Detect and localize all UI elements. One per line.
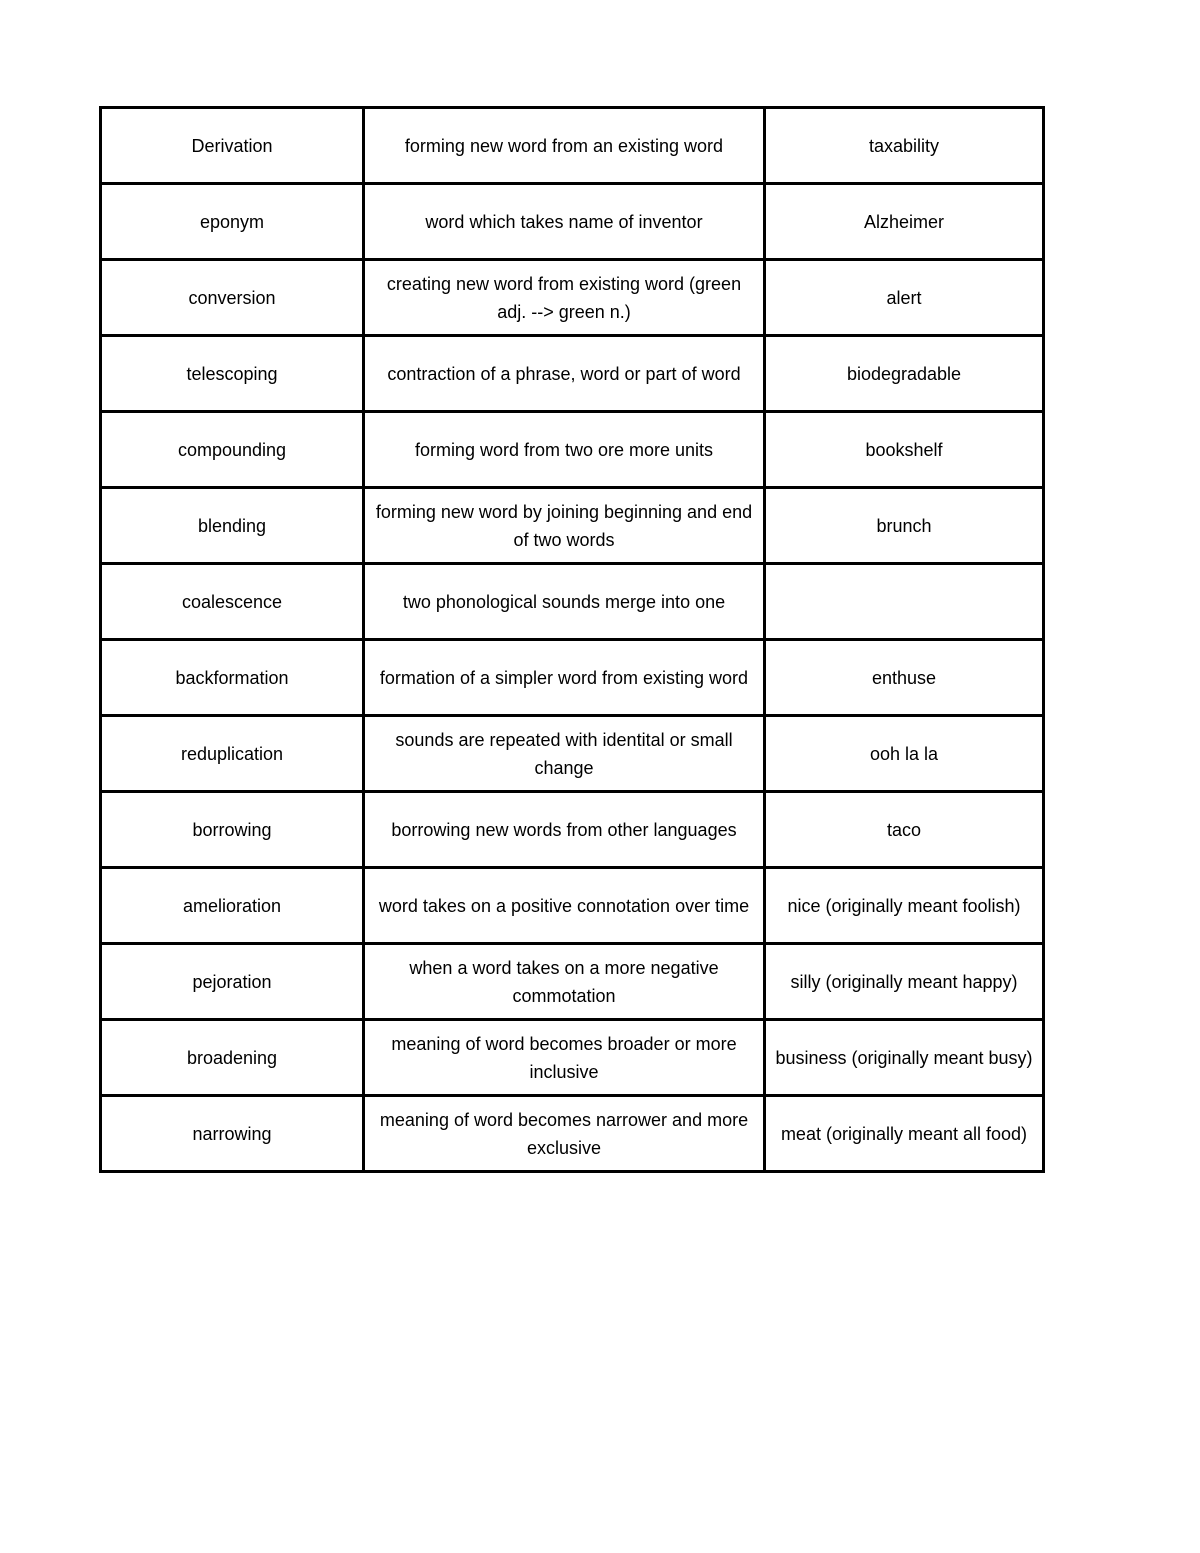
definition-cell: forming new word from an existing word: [364, 108, 765, 184]
table-row: [101, 1020, 1044, 1096]
term-cell: eponym: [101, 184, 364, 260]
example-cell: taxability: [765, 108, 1044, 184]
table-row: [101, 1096, 1044, 1172]
terms-table: [99, 106, 1045, 1173]
terms-table-body: [101, 108, 1044, 1172]
table-row: [101, 108, 1044, 184]
term-cell: narrowing: [101, 1096, 364, 1172]
example-cell: [765, 564, 1044, 640]
table-row: [101, 944, 1044, 1020]
definition-cell: word which takes name of inventor: [364, 184, 765, 260]
definition-cell: contraction of a phrase, word or part of word: [364, 336, 765, 412]
table-row: [101, 792, 1044, 868]
term-cell: reduplication: [101, 716, 364, 792]
term-cell: conversion: [101, 260, 364, 336]
term-cell: coalescence: [101, 564, 364, 640]
example-cell: meat (originally meant all food): [765, 1096, 1044, 1172]
definition-cell: two phonological sounds merge into one: [364, 564, 765, 640]
table-row: [101, 564, 1044, 640]
definition-cell: when a word takes on a more negative commotation: [364, 944, 765, 1020]
definition-cell: meaning of word becomes broader or more inclusive: [364, 1020, 765, 1096]
term-cell: amelioration: [101, 868, 364, 944]
example-cell: bookshelf: [765, 412, 1044, 488]
table-row: [101, 488, 1044, 564]
table-row: [101, 868, 1044, 944]
definition-cell: formation of a simpler word from existing word: [364, 640, 765, 716]
example-cell: enthuse: [765, 640, 1044, 716]
example-cell: taco: [765, 792, 1044, 868]
table-row: [101, 640, 1044, 716]
term-cell: pejoration: [101, 944, 364, 1020]
example-cell: business (originally meant busy): [765, 1020, 1044, 1096]
term-cell: borrowing: [101, 792, 364, 868]
term-cell: telescoping: [101, 336, 364, 412]
example-cell: biodegradable: [765, 336, 1044, 412]
term-cell: blending: [101, 488, 364, 564]
definition-cell: meaning of word becomes narrower and more exclusive: [364, 1096, 765, 1172]
term-cell: broadening: [101, 1020, 364, 1096]
definition-cell: word takes on a positive connotation over time: [364, 868, 765, 944]
definition-cell: creating new word from existing word (green adj. --> green n.): [364, 260, 765, 336]
term-cell: Derivation: [101, 108, 364, 184]
table-row: [101, 260, 1044, 336]
definition-cell: sounds are repeated with identital or small change: [364, 716, 765, 792]
example-cell: nice (originally meant foolish): [765, 868, 1044, 944]
definition-cell: forming word from two ore more units: [364, 412, 765, 488]
table-row: [101, 716, 1044, 792]
definition-cell: forming new word by joining beginning and end of two words: [364, 488, 765, 564]
example-cell: Alzheimer: [765, 184, 1044, 260]
example-cell: brunch: [765, 488, 1044, 564]
table-row: [101, 336, 1044, 412]
example-cell: alert: [765, 260, 1044, 336]
table-row: [101, 184, 1044, 260]
table-row: [101, 412, 1044, 488]
example-cell: ooh la la: [765, 716, 1044, 792]
definition-cell: borrowing new words from other languages: [364, 792, 765, 868]
example-cell: silly (originally meant happy): [765, 944, 1044, 1020]
term-cell: backformation: [101, 640, 364, 716]
term-cell: compounding: [101, 412, 364, 488]
